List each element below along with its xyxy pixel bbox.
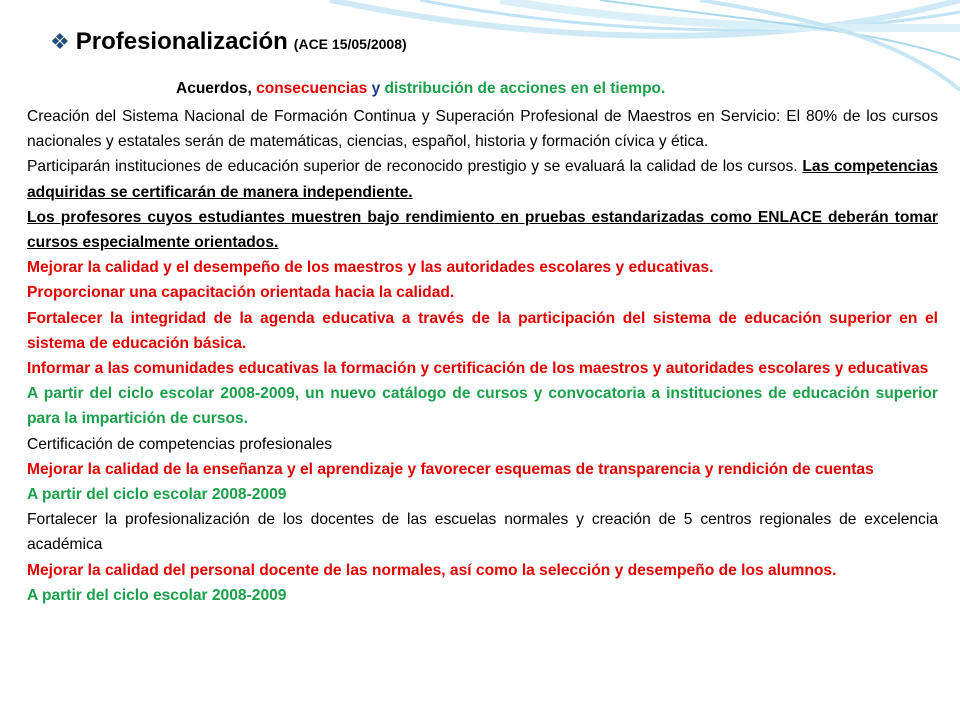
body-content	[27, 104, 938, 608]
subheading-y: y	[371, 80, 381, 97]
paragraph-competencias-underlined: Las competencias adquiridas se certificarán de manera independiente.	[27, 158, 938, 201]
paragraph-participaran	[27, 154, 938, 204]
paragraph-mejorar-calidad-maestros: Mejorar la calidad y el desempeño de los maestros y las autoridades escolares y educativas.	[27, 259, 714, 277]
paragraph-informar-comunidades: Informar a las comunidades educativas la formación y certificación de los maestros y autoridades escolares y educativas	[27, 360, 929, 378]
paragraph-fortalecer-normales: Fortalecer la profesionalización de los docentes de las escuelas normales y creación de 5 centros regionales de excelencia académica	[27, 511, 938, 554]
paragraph-proporcionar-capacitacion: Proporcionar una capacitación orientada hacia la calidad.	[27, 284, 455, 302]
diamond-bullet-icon: ❖	[50, 29, 70, 54]
title-text: Profesionalización	[75, 28, 288, 55]
paragraph-sistema-nacional: Creación del Sistema Nacional de Formación Continua y Superación Profesional de Maestros en Servicio: El 80% de los cursos nacionales y estatales serán de matemáticas, ciencias, español, historia y formación cívica y ética.	[27, 108, 938, 151]
slide-title	[50, 28, 407, 56]
paragraph-ciclo-2008-a: A partir del ciclo escolar 2008-2009	[27, 486, 287, 504]
paragraph-certificacion-competencias: Certificación de competencias profesionales	[27, 435, 333, 453]
paragraph-ciclo-catalogo: A partir del ciclo escolar 2008-2009, un nuevo catálogo de cursos y convocatoria a instituciones de educación superior para la impartición de cursos.	[27, 385, 938, 428]
paragraph-participaran-text: Participarán instituciones de educación superior de reconocido prestigio y se evaluará la calidad de los cursos.	[27, 158, 798, 176]
subheading-distribucion: distribución de acciones en el tiempo.	[384, 80, 666, 97]
subheading	[176, 80, 665, 98]
paragraph-ciclo-2008-b: A partir del ciclo escolar 2008-2009	[27, 586, 287, 604]
paragraph-mejorar-personal-normales: Mejorar la calidad del personal docente de las normales, así como la selección y desempeño de los alumnos.	[27, 561, 837, 579]
paragraph-fortalecer-integridad: Fortalecer la integridad de la agenda educativa a través de la participación del sistema de educación superior en el sistema de educación básica.	[27, 309, 938, 352]
subheading-consecuencias: consecuencias	[256, 80, 368, 97]
paragraph-mejorar-ensenanza: Mejorar la calidad de la enseñanza y el aprendizaje y favorecer esquemas de transparencia y rendición de cuentas	[27, 460, 874, 478]
title-date: (ACE 15/05/2008)	[293, 36, 407, 52]
paragraph-profesores-enlace: Los profesores cuyos estudiantes muestren bajo rendimiento en pruebas estandarizadas como ENLACE deberán tomar cursos especialmente orientados.	[27, 208, 938, 252]
subheading-acuerdos: Acuerdos,	[176, 80, 252, 97]
